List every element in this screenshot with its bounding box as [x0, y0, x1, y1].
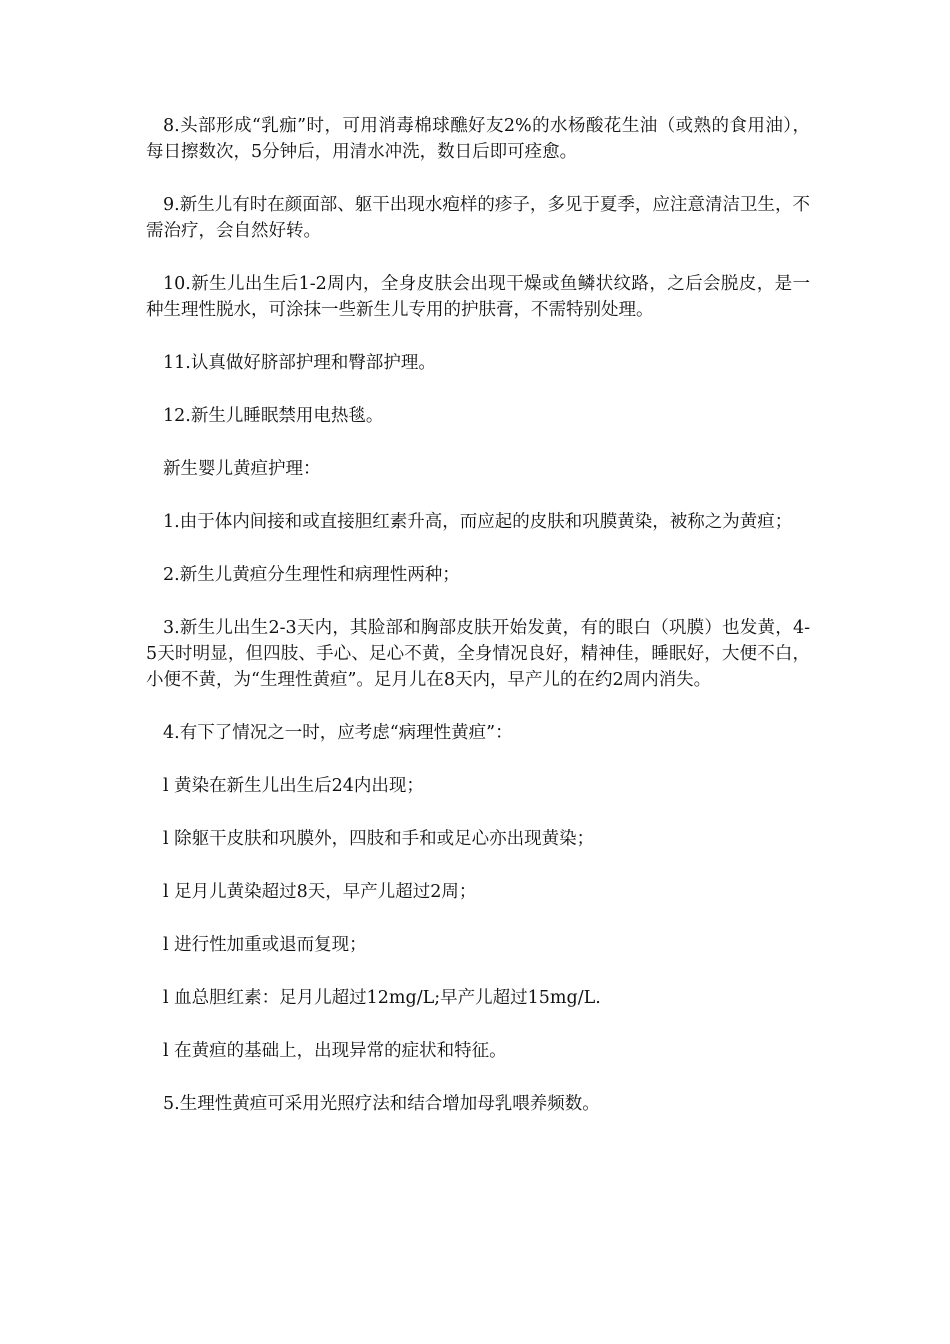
document-page	[146, 113, 810, 1117]
paragraph-jaundice-1: 1.由于体内间接和或直接胆红素升高，而应起的皮肤和巩膜黄染，被称之为黄疸；	[163, 512, 793, 532]
paragraph-jaundice-3: 3.新生儿出生2-3天内，其脸部和胸部皮肤开始发黄，有的眼白（巩膜）也发黄，4-5天时明显，但四肢、手心、足心不黄，全身情况良好，精神佳，睡眠好，大便不白，小便不黄，为“生理性黄疸”。足月儿在8天内，早产儿的在约2周内消失。	[146, 618, 810, 690]
list-item-pathological-1: l 黄染在新生儿出生后24内出现；	[163, 776, 424, 796]
paragraph-11-navel-care: 11.认真做好脐部护理和臀部护理。	[163, 353, 436, 373]
paragraph-12-electric-blanket: 12.新生儿睡眠禁用电热毯。	[163, 406, 384, 426]
list-item-pathological-2: l 除躯干皮肤和巩膜外，四肢和手和或足心亦出现黄染；	[163, 829, 595, 849]
section-heading-jaundice: 新生婴儿黄疸护理：	[163, 459, 321, 479]
paragraph-jaundice-5: 5.生理性黄疸可采用光照疗法和结合增加母乳喂养频数。	[163, 1094, 600, 1114]
paragraph-9-rash: 9.新生儿有时在颜面部、躯干出现水疱样的疹子，多见于夏季，应注意清洁卫生，不需治疗，会自然好转。	[146, 195, 810, 241]
list-item-pathological-4: l 进行性加重或退而复现；	[163, 935, 367, 955]
paragraph-8-cradle-cap: 8.头部形成“乳痂”时，可用消毒棉球醮好友2%的水杨酸花生油（或熟的食用油），每日擦数次，5分钟后，用清水冲洗，数日后即可痊愈。	[146, 116, 810, 162]
list-item-pathological-5: l 血总胆红素：足月儿超过12mg/L;早产儿超过15mg/L.	[163, 988, 601, 1008]
list-item-pathological-3: l 足月儿黄染超过8天，早产儿超过2周；	[163, 882, 477, 902]
list-item-pathological-6: l 在黄疸的基础上，出现异常的症状和特征。	[163, 1041, 507, 1061]
paragraph-jaundice-2: 2.新生儿黄疸分生理性和病理性两种；	[163, 565, 460, 585]
paragraph-10-peeling: 10.新生儿出生后1-2周内，全身皮肤会出现干燥或鱼鳞状纹路，之后会脱皮，是一种生理性脱水，可涂抹一些新生儿专用的护肤膏，不需特别处理。	[146, 274, 810, 320]
paragraph-jaundice-4: 4.有下了情况之一时，应考虑“病理性黄疸”：	[163, 723, 513, 743]
